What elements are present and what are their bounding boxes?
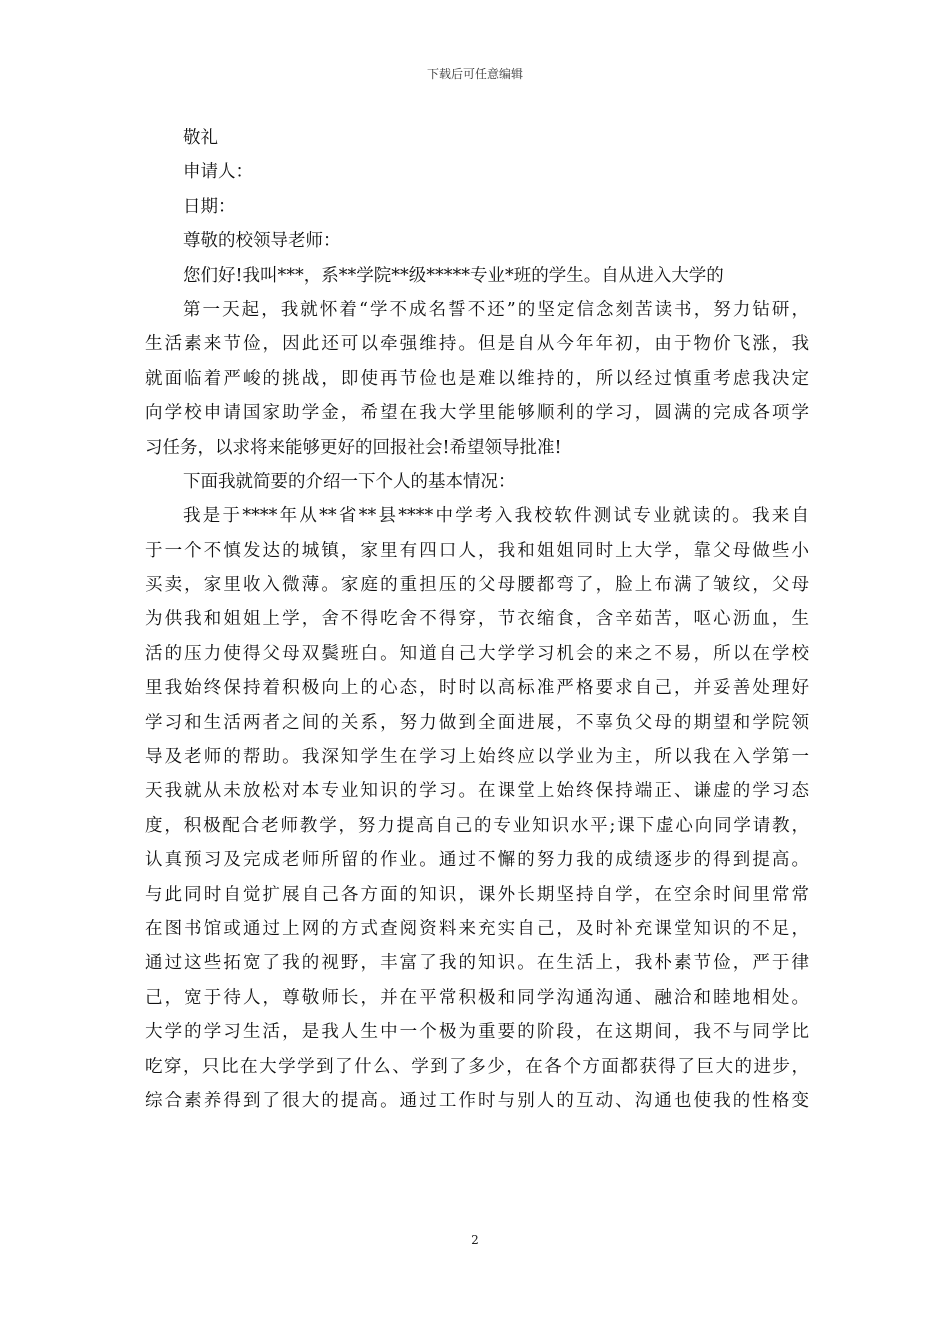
text-line: 通过这些拓宽了我的视野，丰富了我的知识。在生活上，我朴素节俭，严于律 — [145, 953, 809, 974]
page-header: 下载后可任意编辑 — [426, 67, 523, 81]
text-line: 认真预习及完成老师所留的作业。通过不懈的努力我的成绩逐步的得到提高。 — [145, 850, 809, 871]
text-line: 买卖，家里收入微薄。家庭的重担压的父母腰都弯了，脸上布满了皱纹，父母 — [145, 575, 809, 596]
text-line: 综合素养得到了很大的提高。通过工作时与别人的互动、沟通也使我的性格变 — [145, 1090, 809, 1111]
text-line: 与此同时自觉扩展自己各方面的知识，课外长期坚持自学，在空余时间里常常 — [145, 884, 809, 905]
text-line: 就面临着严峻的挑战，即使再节俭也是难以维持的，所以经过慎重考虑我决定 — [145, 368, 809, 389]
text-line: 申请人： — [183, 162, 253, 183]
text-line: 于一个不慎发达的城镇，家里有四口人，我和姐姐同时上大学，靠父母做些小 — [145, 540, 809, 561]
text-line: 里我始终保持着积极向上的心态，时时以高标准严格要求自己，并妥善处理好 — [145, 678, 809, 699]
text-line: 己，宽于待人，尊敬师长，并在平常积极和同学沟通沟通、融洽和睦地相处。 — [145, 987, 809, 1008]
text-line: 日期： — [183, 196, 236, 217]
text-line: 您们好!我叫***，系**学院**级*****专业*班的学生。自从进入大学的 — [183, 265, 724, 286]
text-line: 尊敬的校领导老师： — [183, 231, 341, 252]
text-line: 学习和生活两者之间的关系，努力做到全面进展，不辜负父母的期望和学院领 — [145, 712, 809, 733]
text-line: 大学的学习生活，是我人生中一个极为重要的阶段，在这期间，我不与同学比 — [145, 1022, 809, 1043]
text-line: 生活素来节俭，因此还可以牵强维持。但是自从今年年初，由于物价飞涨，我 — [145, 334, 809, 355]
text-line: 活的压力使得父母双鬓班白。知道自己大学学习机会的来之不易，所以在学校 — [145, 643, 809, 664]
text-line: 我是于****年从**省**县****中学考入我校软件测试专业就读的。我来自 — [183, 506, 809, 527]
text-line: 导及老师的帮助。我深知学生在学习上始终应以学业为主，所以我在入学第一 — [145, 747, 809, 768]
document-body — [145, 121, 809, 1118]
text-line: 吃穿，只比在大学学到了什么、学到了多少，在各个方面都获得了巨大的进步， — [145, 1056, 809, 1077]
page-number: 2 — [471, 1233, 479, 1247]
text-line: 在图书馆或通过上网的方式查阅资料来充实自己，及时补充课堂知识的不足， — [145, 918, 809, 939]
text-line: 习任务，以求将来能够更好的回报社会!希望领导批准! — [145, 437, 562, 458]
text-line: 第一天起，我就怀着“学不成名誓不还”的坚定信念刻苦读书，努力钻研， — [183, 299, 809, 320]
text-line: 敬礼 — [183, 128, 218, 148]
text-line: 天我就从未放松对本专业知识的学习。在课堂上始终保持端正、谦虚的学习态 — [145, 781, 809, 802]
text-line: 下面我就简要的介绍一下个人的基本情况： — [183, 471, 516, 492]
text-line: 度，积极配合老师教学，努力提高自己的专业知识水平;课下虚心向同学请教， — [145, 815, 809, 836]
text-line: 为供我和姐姐上学，舍不得吃舍不得穿，节衣缩食，含辛茹苦，呕心沥血，生 — [145, 609, 809, 630]
text-line: 向学校申请国家助学金，希望在我大学里能够顺利的学习，圆满的完成各项学 — [145, 403, 809, 424]
